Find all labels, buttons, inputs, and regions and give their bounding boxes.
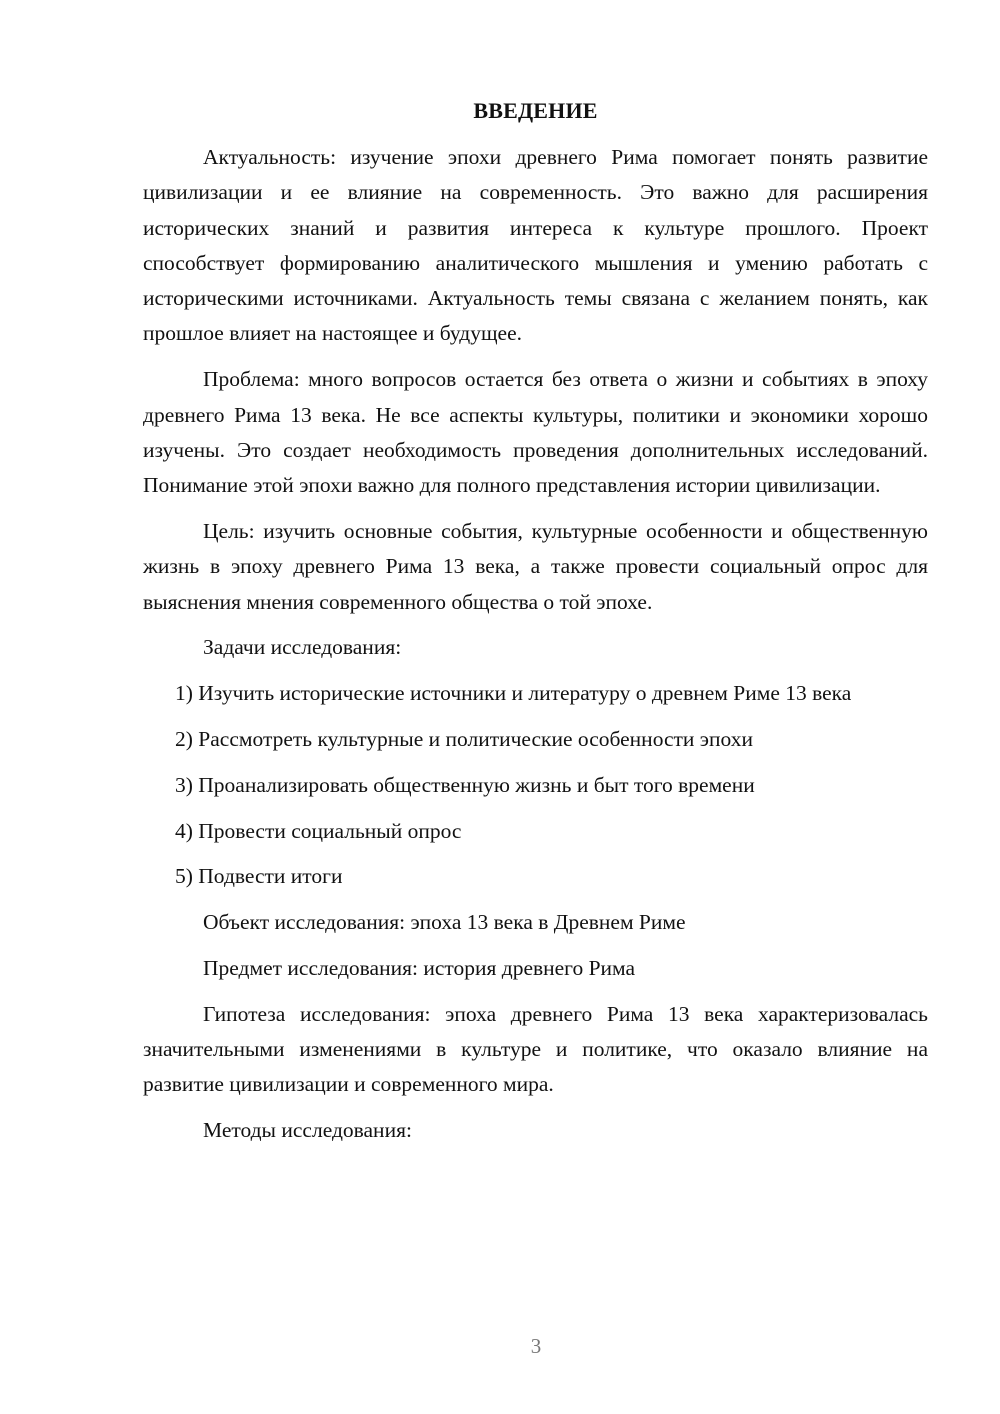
- task-item-3: 3) Проанализировать общественную жизнь и быт того времени: [175, 772, 755, 797]
- page-content: [143, 96, 928, 1159]
- section-title: ВВЕДЕНИЕ: [473, 98, 598, 123]
- paragraph-subject: Предмет исследования: история древнего Рима: [203, 955, 636, 980]
- paragraph-hypothesis: Гипотеза исследования: эпоха древнего Рима 13 века характеризовалась значительными изменениями в культуре и политике, что оказало влияние на развитие цивилизации и современного мира.: [143, 1001, 928, 1097]
- task-item-5: 5) Подвести итоги: [175, 864, 343, 889]
- task-item-2: 2) Рассмотреть культурные и политические особенности эпохи: [175, 726, 754, 751]
- page-number: 3: [530, 1334, 542, 1358]
- paragraph-relevance: Актуальность: изучение эпохи древнего Рима помогает понять развитие цивилизации и ее влияние на современность. Это важно для расширения исторических знаний и развития интереса к культуре прошлого. Проект способствует формированию аналитического мышления и умению работать с историческими источниками. Актуальность темы связана с желанием понять, как прошлое влияет на настоящее и будущее.: [143, 145, 928, 346]
- paragraph-goal: Цель: изучить основные события, культурные особенности и общественную жизнь в эпоху древнего Рима 13 века, а также провести социальный опрос для выяснения мнения современного общества о той эпохе.: [143, 518, 928, 614]
- paragraph-object: Объект исследования: эпоха 13 века в Древнем Риме: [203, 910, 686, 935]
- methods-heading: Методы исследования:: [203, 1118, 412, 1143]
- task-item-4: 4) Провести социальный опрос: [175, 818, 462, 843]
- paragraph-problem: Проблема: много вопросов остается без ответа о жизни и событиях в эпоху древнего Рима 13 века. Не все аспекты культуры, политики и экономики хорошо изучены. Это создает необходимость проведения дополнительных исследований. Понимание этой эпохи важно для полного представления истории цивилизации.: [143, 367, 928, 498]
- task-item-1: 1) Изучить исторические источники и литературу о древнем Риме 13 века: [175, 681, 852, 706]
- tasks-heading: Задачи исследования:: [203, 635, 402, 660]
